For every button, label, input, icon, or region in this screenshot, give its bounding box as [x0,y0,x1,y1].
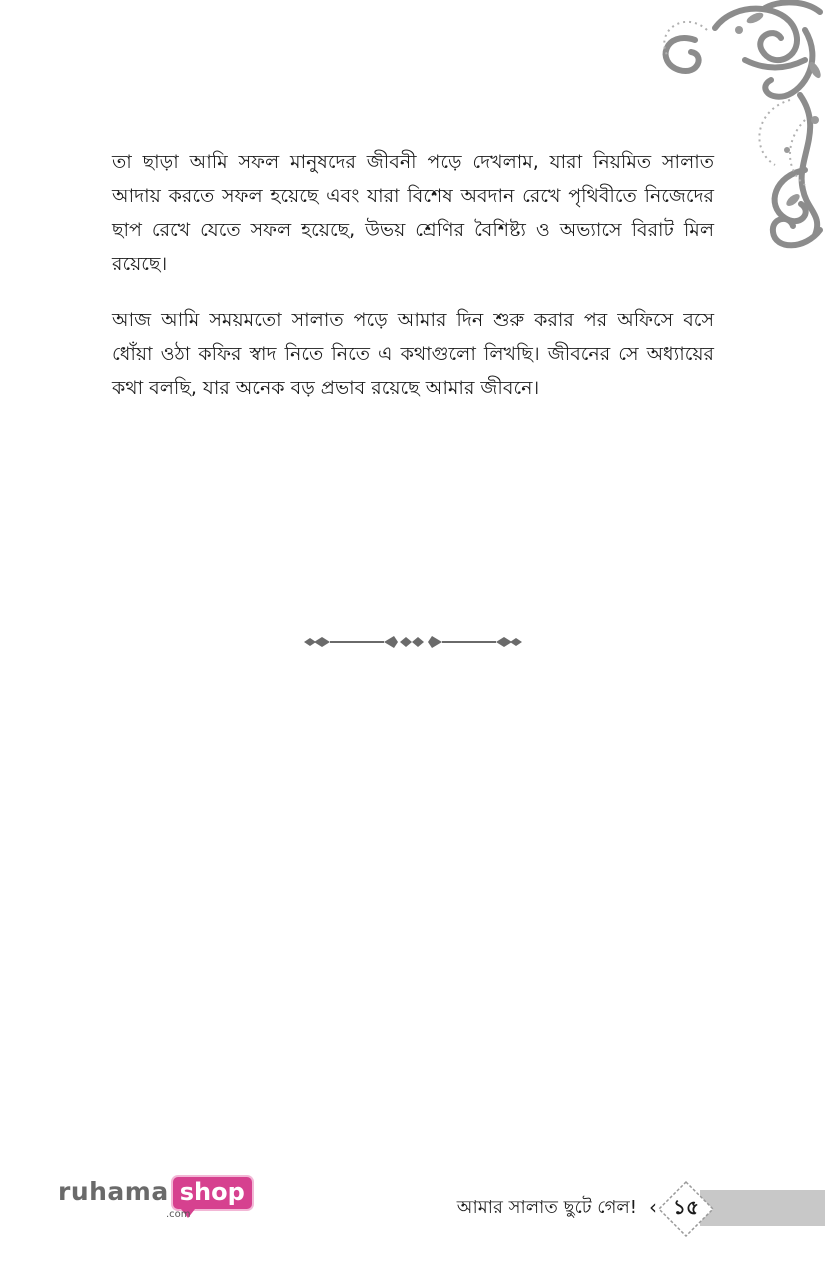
section-divider-ornament-icon [302,630,524,654]
body-text [112,145,714,427]
paragraph-2: আজ আমি সময়মতো সালাত পড়ে আমার দিন শুরু করার পর অফিসে বসে ধোঁয়া ওঠা কফির স্বাদ নিতে নিতে এ কথাগুলো লিখছি। জীবনের সে অধ্যায়ের কথা বলছি, যার অনেক বড় প্রভাব রয়েছে আমার জীবনে। [112,309,714,399]
footer-chevron-icon: ‹ [649,1195,657,1219]
page-number: ১৫ [673,1194,699,1219]
footer-band [700,1190,825,1226]
paragraph-1: তা ছাড়া আমি সফল মানুষদের জীবনী পড়ে দেখলাম, যারা নিয়মিত সালাত আদায় করতে সফল হয়েছে এবং যারা বিশেষ অবদান রেখে পৃথিবীতে নিজেদের ছাপ রেখে যেতে সফল হয়েছে, উভয় শ্রেণির বৈশিষ্ট্য ও অভ্যাসে বিরাট মিল রয়েছে। [112,151,714,275]
ruhamashop-logo [58,1175,254,1225]
logo-highlight: shop [171,1175,254,1211]
logo-tld: .com [166,1209,191,1220]
logo-word: ruhama [58,1177,169,1206]
footer-book-title: আমার সালাত ছুটে গেল! [456,1197,637,1218]
